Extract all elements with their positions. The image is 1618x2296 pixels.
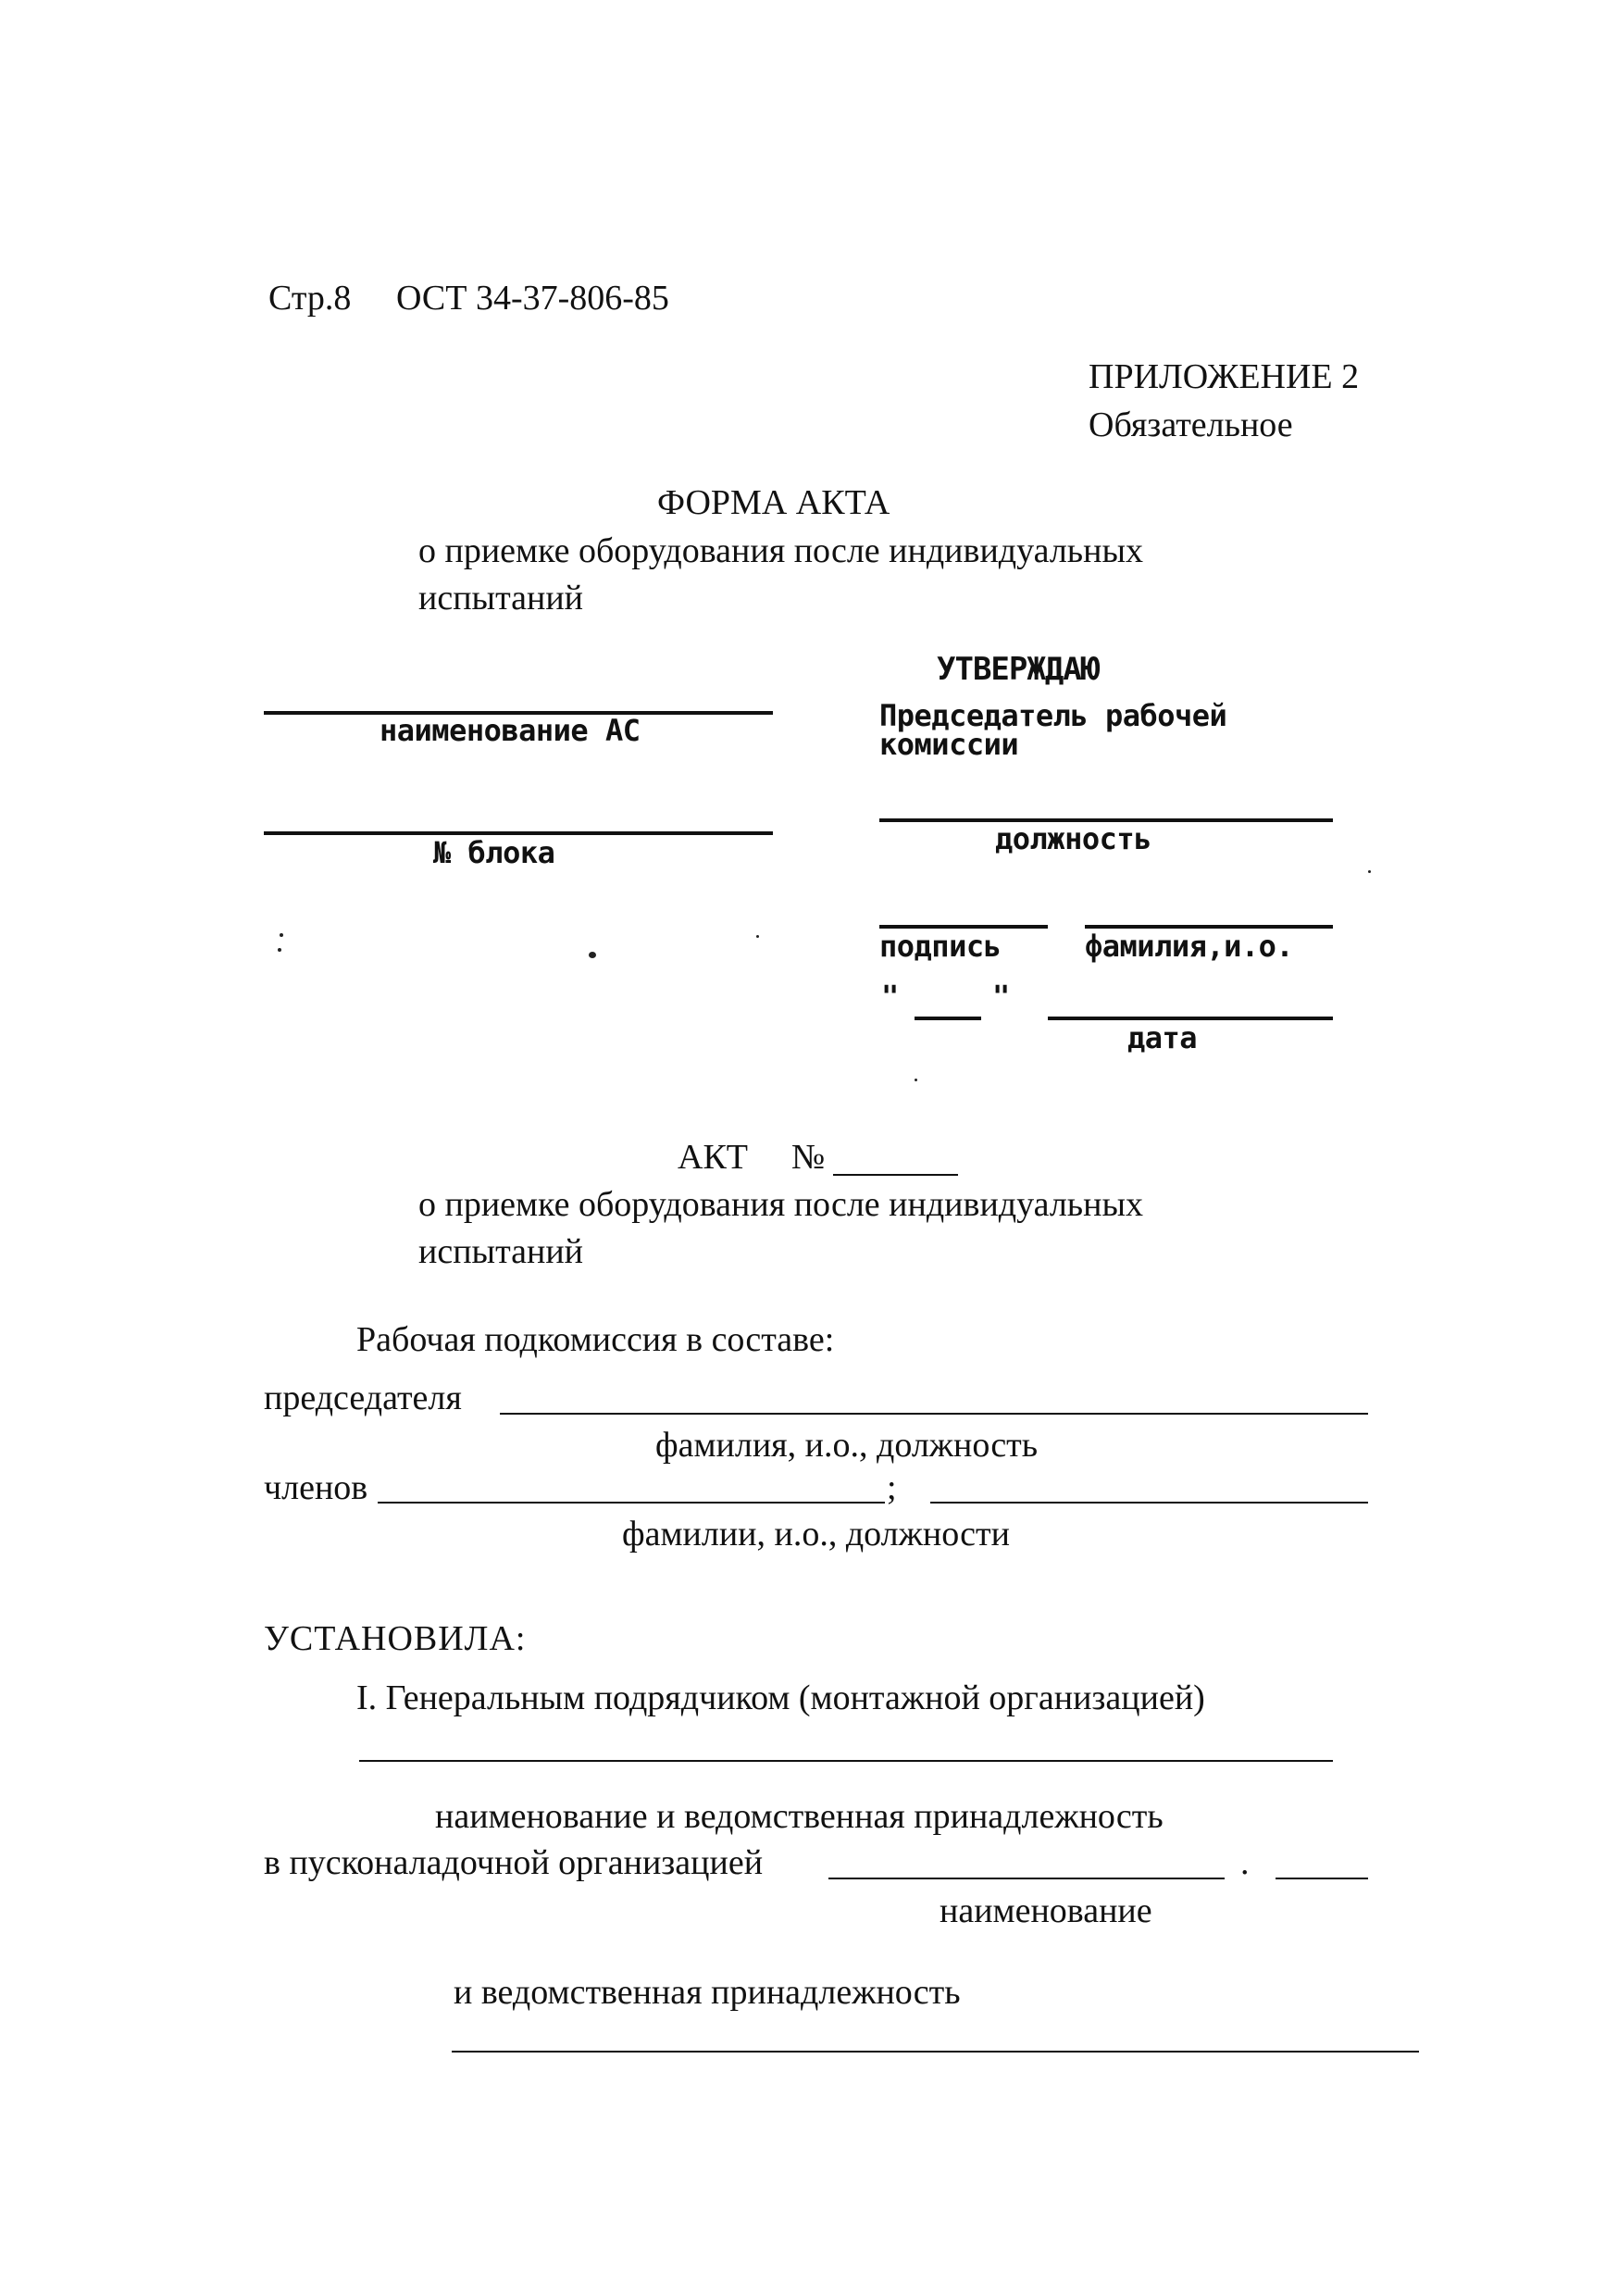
form-title: ФОРМА АКТА xyxy=(657,483,890,522)
form-subtitle-line1: о приемке оборудования после индивидуальных xyxy=(418,531,1143,570)
members-label: членов xyxy=(264,1468,368,1507)
date-quote-open: " xyxy=(881,979,899,1014)
appendix-label: ПРИЛОЖЕНИЕ 2 xyxy=(1089,357,1360,396)
affiliation-line xyxy=(452,2051,1419,2053)
form-subtitle-line2: испытаний xyxy=(418,579,584,618)
contractor-caption: наименование и ведомственная принадлежность xyxy=(435,1797,1164,1836)
commissioning-caption: наименование xyxy=(940,1891,1152,1930)
members-separator: ; xyxy=(887,1468,897,1507)
commissioning-label: в пусконаладочной организацией xyxy=(264,1843,764,1882)
unit-number-caption: № блока xyxy=(433,835,555,870)
scan-speck xyxy=(589,952,596,958)
findings-item-1: I. Генеральным подрядчиком (монтажной организацией) xyxy=(356,1678,1205,1717)
members-caption: фамилии, и.о., должности xyxy=(622,1515,1010,1554)
scan-speck xyxy=(1368,870,1371,873)
scan-speck xyxy=(278,948,281,952)
station-name-caption: наименование АС xyxy=(380,713,641,748)
chair-line xyxy=(500,1413,1368,1415)
approver-role-line2: комиссии xyxy=(879,727,1019,762)
chair-caption: фамилия, и.о., должность xyxy=(655,1426,1039,1465)
approver-role-line1: Председатель рабочей xyxy=(879,698,1227,733)
findings-heading: УСТАНОВИЛА: xyxy=(264,1619,527,1658)
act-subtitle-line2: испытаний xyxy=(418,1232,584,1271)
approve-heading: УТВЕРЖДАЮ xyxy=(937,651,1100,688)
act-subtitle-line1: о приемке оборудования после индивидуальных xyxy=(418,1185,1143,1224)
date-quote-close: " xyxy=(992,979,1010,1014)
approver-name-caption: фамилия,и.о. xyxy=(1085,929,1294,964)
member-line-1 xyxy=(378,1502,885,1504)
scan-speck xyxy=(756,935,759,938)
date-caption: дата xyxy=(1127,1020,1198,1055)
composition-intro: Рабочая подкомиссия в составе: xyxy=(356,1320,835,1359)
affiliation-caption: и ведомственная принадлежность xyxy=(454,1973,961,2012)
scan-speck xyxy=(280,933,283,937)
act-number-line xyxy=(833,1174,958,1176)
appendix-status: Обязательное xyxy=(1089,406,1293,444)
scan-speck xyxy=(915,1079,917,1081)
standard-number: ОСТ 34-37-806-85 xyxy=(396,279,669,318)
contractor-name-line xyxy=(359,1760,1333,1762)
commissioning-extra-line xyxy=(1276,1878,1368,1879)
day-line xyxy=(915,1017,981,1020)
position-caption: должность xyxy=(995,821,1151,856)
commissioning-name-line xyxy=(828,1878,1225,1879)
chair-label: председателя xyxy=(264,1379,462,1417)
signature-caption: подпись xyxy=(879,929,1002,964)
commissioning-dot: . xyxy=(1240,1843,1250,1882)
act-number-sign: № xyxy=(791,1138,826,1177)
page-reference: Стр.8 xyxy=(268,279,352,318)
member-line-2 xyxy=(930,1502,1368,1504)
act-title: АКТ xyxy=(678,1138,748,1177)
